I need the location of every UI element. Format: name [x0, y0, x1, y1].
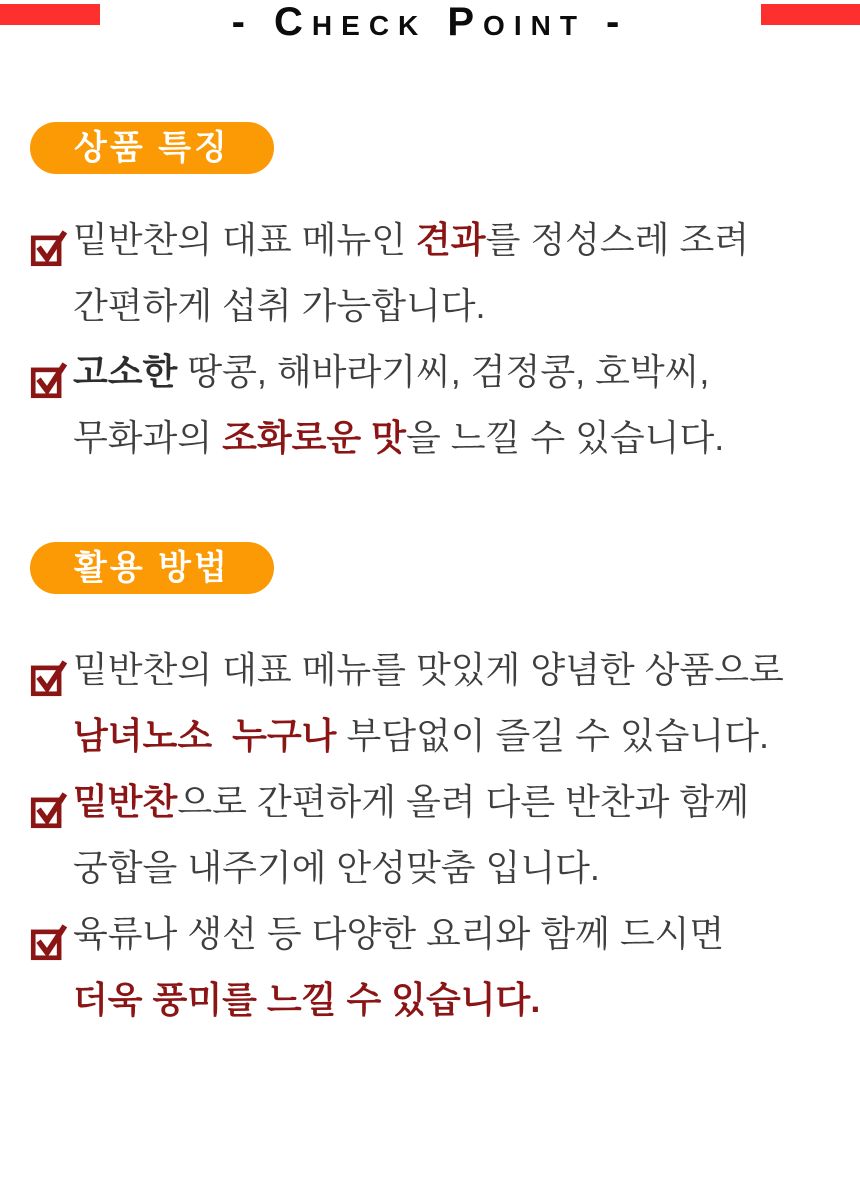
text-run: 밑반찬의 대표 메뉴인 — [73, 219, 416, 260]
check-item-text — [73, 637, 832, 769]
check-item-text — [73, 207, 832, 339]
check-item — [30, 901, 832, 1033]
checkbox-checked-icon — [30, 916, 67, 953]
check-item — [30, 339, 832, 471]
text-run: 간편하게 섭취 가능합니다. — [73, 285, 486, 326]
check-item-text — [73, 769, 832, 901]
emphasis-text-run: 밑반찬 — [73, 781, 178, 822]
emphasis-text-run: 고소한 — [73, 351, 178, 392]
text-run: 육류나 생선 등 다양한 요리와 함께 드시면 — [73, 913, 725, 954]
text-run: 밑반찬의 대표 메뉴를 맛있게 양념한 상품으로 — [73, 649, 784, 690]
text-run: 부담없이 즐길 수 있습니다. — [336, 715, 769, 756]
text-run: 으로 간편하게 올려 다른 반찬과 함께 — [177, 781, 749, 822]
check-item — [30, 769, 832, 901]
text-run: 무화과의 — [73, 417, 223, 458]
text-run: 땅콩, 해바라기씨, 검정콩, 호박씨, — [177, 351, 710, 392]
product-features-badge-row — [30, 122, 832, 174]
checkbox-checked-icon — [30, 652, 67, 689]
checkbox-checked-icon — [30, 222, 67, 259]
page-title: - Check Point - — [231, 0, 629, 44]
checkbox-checked-icon — [30, 784, 67, 821]
checklist-usage — [30, 637, 832, 1033]
emphasis-text-run: 남녀노소 누구나 — [73, 715, 337, 756]
text-run: 궁합을 내주기에 안성맞춤 입니다. — [73, 847, 600, 888]
check-item — [30, 637, 832, 769]
check-item-text — [73, 901, 832, 1033]
check-item — [30, 207, 832, 339]
check-item-text — [73, 339, 832, 471]
checkbox-checked-icon — [30, 354, 67, 391]
text-run: 을 느낄 수 있습니다. — [406, 417, 725, 458]
usage-badge: 활용 방법 — [30, 542, 274, 594]
product-features-badge: 상품 특징 — [30, 122, 274, 174]
usage-badge-row — [30, 542, 832, 594]
checklist-product-features — [30, 207, 832, 471]
emphasis-text-run: 더욱 풍미를 느낄 수 있습니다. — [73, 979, 541, 1020]
text-run: 를 정성스레 조려 — [485, 219, 749, 260]
emphasis-text-run: 조화로운 맛 — [222, 417, 406, 458]
emphasis-text-run: 견과 — [416, 219, 486, 260]
